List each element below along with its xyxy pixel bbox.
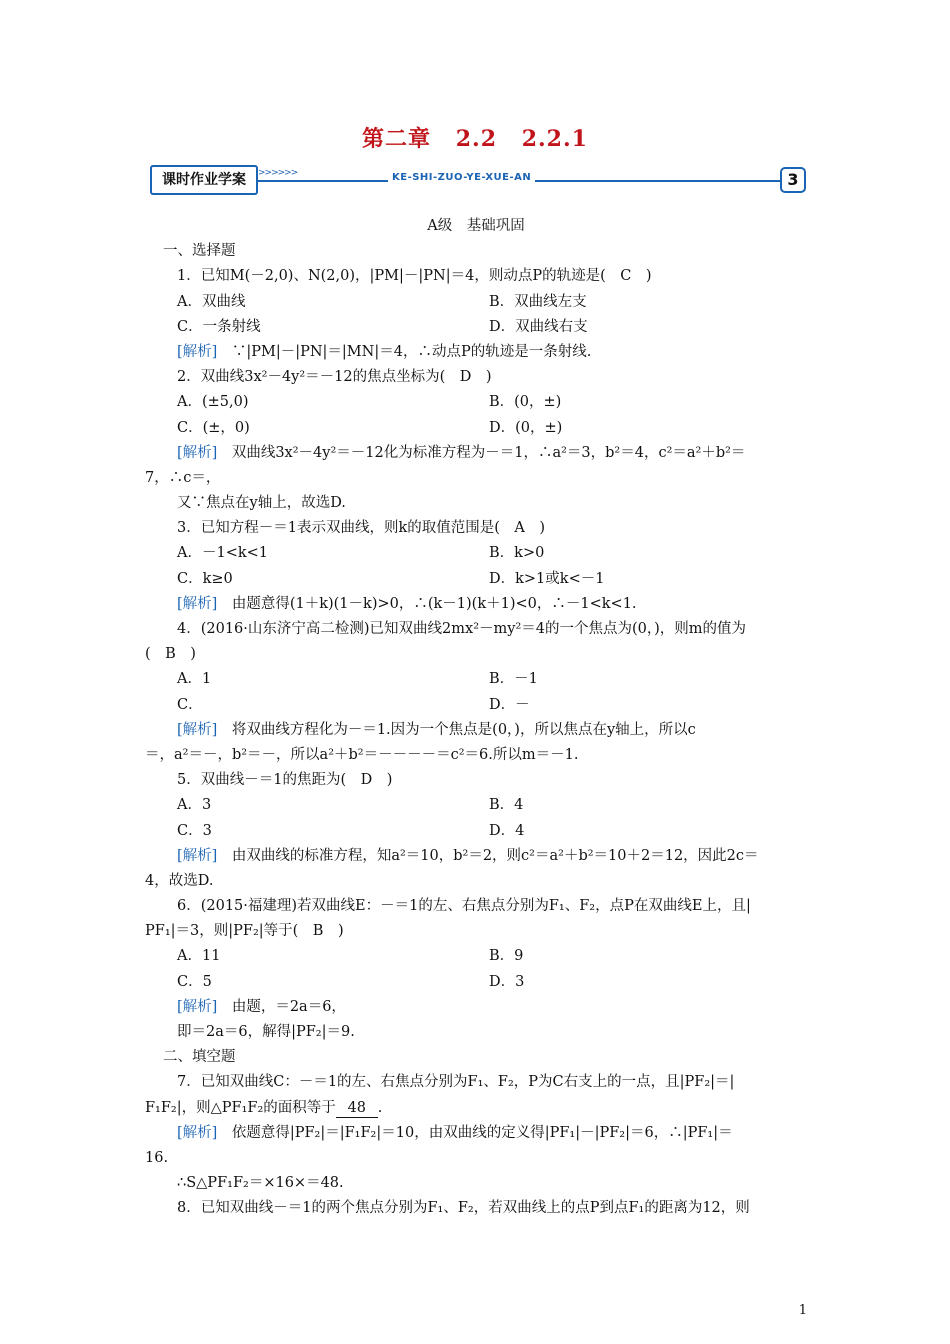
question-line bbox=[145, 1196, 807, 1221]
analysis-line bbox=[145, 844, 807, 869]
continuation-line bbox=[145, 869, 807, 894]
question-line bbox=[145, 768, 807, 793]
analysis-tag: [解析] bbox=[177, 721, 218, 738]
analysis-text: 由题意得(1＋k)(1－k)>0，∴(k－1)(k＋1)<0，∴－1<k<1. bbox=[231, 595, 637, 612]
continuation-line bbox=[145, 642, 807, 667]
option-right: B．双曲线左支 bbox=[489, 293, 587, 310]
analysis-tag: [解析] bbox=[177, 847, 218, 864]
option-row bbox=[145, 793, 807, 818]
option-left: A．3 bbox=[177, 797, 212, 814]
section-heading-text: 一、选择题 bbox=[163, 243, 236, 260]
option-row bbox=[145, 567, 807, 592]
option-left: C．5 bbox=[177, 973, 212, 990]
option-left: C．(±，0) bbox=[177, 419, 250, 436]
question-text: 5．双曲线－＝1的焦距为( D ) bbox=[177, 772, 393, 789]
continuation-line bbox=[145, 919, 807, 944]
option-left: A．1 bbox=[177, 671, 212, 688]
option-right: D．双曲线右支 bbox=[489, 318, 588, 335]
continuation-text: 7，∴c＝， bbox=[145, 469, 221, 486]
question-line bbox=[145, 1020, 807, 1045]
option-row bbox=[145, 290, 807, 315]
question-line bbox=[145, 1171, 807, 1196]
option-right: D．4 bbox=[489, 822, 525, 839]
option-row bbox=[145, 541, 807, 566]
question-text: 又∵焦点在y轴上，故选D. bbox=[177, 495, 346, 512]
analysis-line bbox=[145, 340, 807, 365]
option-row bbox=[145, 944, 807, 969]
option-left: C． bbox=[177, 696, 203, 713]
analysis-tag: [解析] bbox=[177, 1124, 218, 1141]
option-right: D．3 bbox=[489, 973, 525, 990]
question-text: 4．(2016·山东济宁高二检测)已知双曲线2mx²－my²＝4的一个焦点为(0，)，则m的值为 bbox=[177, 621, 747, 637]
option-right: B．k>0 bbox=[489, 545, 545, 562]
analysis-tag: [解析] bbox=[177, 343, 218, 360]
level-heading bbox=[145, 214, 807, 239]
chapter-title: 第二章 bbox=[362, 126, 432, 152]
analysis-gap bbox=[217, 596, 232, 612]
analysis-gap bbox=[217, 1125, 232, 1141]
option-row bbox=[145, 819, 807, 844]
continuation-text: ＝，a²＝－，b²＝－，所以a²＋b²＝－－－－＝c²＝6.所以m＝－1. bbox=[145, 746, 579, 763]
analysis-tag: [解析] bbox=[177, 998, 218, 1015]
section-number: 2.2 bbox=[455, 126, 498, 152]
option-right: D．(0，±) bbox=[489, 419, 563, 436]
continuation-text: ( B ) bbox=[145, 646, 196, 663]
option-left: C．3 bbox=[177, 822, 212, 839]
option-row bbox=[145, 667, 807, 692]
analysis-text: 由题，＝2a＝6， bbox=[231, 998, 346, 1015]
question-text: 7．已知双曲线C：－＝1的左、右焦点分别为F₁、F₂，P为C右支上的一点，且|PF₂|＝| bbox=[177, 1074, 735, 1091]
banner-label: 课时作业学案 bbox=[150, 165, 258, 195]
question-line bbox=[145, 491, 807, 516]
question-line bbox=[145, 516, 807, 541]
banner-arrows: >>>>>> bbox=[258, 168, 298, 178]
question-line bbox=[145, 264, 807, 289]
option-left: A．－1<k<1 bbox=[177, 545, 269, 562]
section-heading bbox=[145, 239, 807, 264]
option-left: A．(±5,0) bbox=[177, 394, 249, 411]
page-title bbox=[0, 122, 950, 153]
option-right: B．9 bbox=[489, 948, 524, 965]
question-text: ∴S△PF₁F₂＝×16×＝48. bbox=[177, 1175, 344, 1192]
option-row bbox=[145, 416, 807, 441]
question-line bbox=[145, 894, 807, 919]
question-line bbox=[145, 365, 807, 390]
option-left: A．11 bbox=[177, 948, 221, 965]
option-left: A．双曲线 bbox=[177, 293, 246, 310]
fill-blank-line bbox=[145, 1096, 807, 1121]
option-right: B．－1 bbox=[489, 671, 538, 688]
level-heading-text: A级 基础巩固 bbox=[427, 218, 525, 234]
worksheet-body bbox=[145, 214, 807, 1222]
analysis-gap bbox=[217, 445, 232, 461]
analysis-gap bbox=[217, 848, 232, 864]
option-row bbox=[145, 315, 807, 340]
analysis-line bbox=[145, 592, 807, 617]
analysis-tag: [解析] bbox=[177, 444, 218, 461]
continuation-text: 4，故选D. bbox=[145, 872, 214, 889]
fill-blank-before: F₁F₂|，则△PF₁F₂的面积等于 bbox=[145, 1099, 336, 1116]
option-row bbox=[145, 693, 807, 718]
analysis-text: 双曲线3x²－4y²＝－12化为标准方程为－＝1，∴a²＝3，b²＝4，c²＝a²＋b²＝ bbox=[231, 444, 746, 461]
option-right: D．－ bbox=[489, 696, 530, 713]
homework-banner bbox=[150, 160, 806, 196]
option-right: B．(0，±) bbox=[489, 394, 562, 411]
analysis-gap bbox=[217, 722, 232, 738]
fill-blank-answer: 48 bbox=[336, 1099, 378, 1118]
analysis-line bbox=[145, 441, 807, 466]
analysis-text: 由双曲线的标准方程，知a²＝10，b²＝2，则c²＝a²＋b²＝10＋2＝12，因此2c＝ bbox=[231, 847, 759, 864]
analysis-gap bbox=[217, 999, 232, 1015]
question-text: 3．已知方程－＝1表示双曲线，则k的取值范围是( A ) bbox=[177, 520, 546, 537]
question-text: 即＝2a＝6，解得|PF₂|＝9. bbox=[177, 1024, 355, 1040]
continuation-text: PF₁|＝3，则|PF₂|等于( B ) bbox=[145, 923, 344, 940]
question-line bbox=[145, 1070, 807, 1095]
option-row bbox=[145, 390, 807, 415]
continuation-line bbox=[145, 1146, 807, 1171]
option-left: C．一条射线 bbox=[177, 318, 261, 335]
page-number: 1 bbox=[798, 1303, 807, 1318]
analysis-line bbox=[145, 995, 807, 1020]
question-text: 2．双曲线3x²－4y²＝－12的焦点坐标为( D ) bbox=[177, 369, 492, 386]
continuation-line bbox=[145, 743, 807, 768]
section-heading bbox=[145, 1045, 807, 1070]
banner-number-badge: 3 bbox=[780, 167, 806, 193]
analysis-text: ∵|PM|－|PN|＝|MN|＝4，∴动点P的轨迹是一条射线. bbox=[231, 343, 592, 360]
question-text: 8．已知双曲线－＝1的两个焦点分别为F₁、F₂，若双曲线上的点P到点F₁的距离为12，则 bbox=[177, 1200, 750, 1217]
option-right: B．4 bbox=[489, 797, 524, 814]
question-text: 6．(2015·福建理)若双曲线E：－＝1的左、右焦点分别为F₁、F₂，点P在双曲线E上，且| bbox=[177, 898, 751, 915]
option-left: C．k≥0 bbox=[177, 570, 233, 587]
continuation-text: 16. bbox=[145, 1149, 169, 1166]
question-text: 1．已知M(－2,0)、N(2,0)，|PM|－|PN|＝4，则动点P的轨迹是( C ) bbox=[177, 268, 652, 285]
option-right: D．k>1或k<－1 bbox=[489, 570, 605, 587]
analysis-tag: [解析] bbox=[177, 595, 218, 612]
analysis-text: 依题意得|PF₂|＝|F₁F₂|＝10，由双曲线的定义得|PF₁|－|PF₂|＝6，∴|PF₁|＝ bbox=[231, 1124, 733, 1141]
question-line bbox=[145, 617, 807, 642]
analysis-gap bbox=[217, 344, 232, 360]
analysis-line bbox=[145, 718, 807, 743]
section-heading-text: 二、填空题 bbox=[163, 1049, 236, 1066]
continuation-line bbox=[145, 466, 807, 491]
subsection-number: 2.2.1 bbox=[521, 126, 588, 152]
analysis-text: 将双曲线方程化为－＝1.因为一个焦点是(0，)，所以焦点在y轴上，所以c bbox=[231, 721, 696, 738]
fill-blank-after: . bbox=[377, 1099, 383, 1116]
option-row bbox=[145, 970, 807, 995]
analysis-line bbox=[145, 1121, 807, 1146]
banner-pinyin: KE-SHI-ZUO-YE-XUE-AN bbox=[388, 172, 535, 183]
